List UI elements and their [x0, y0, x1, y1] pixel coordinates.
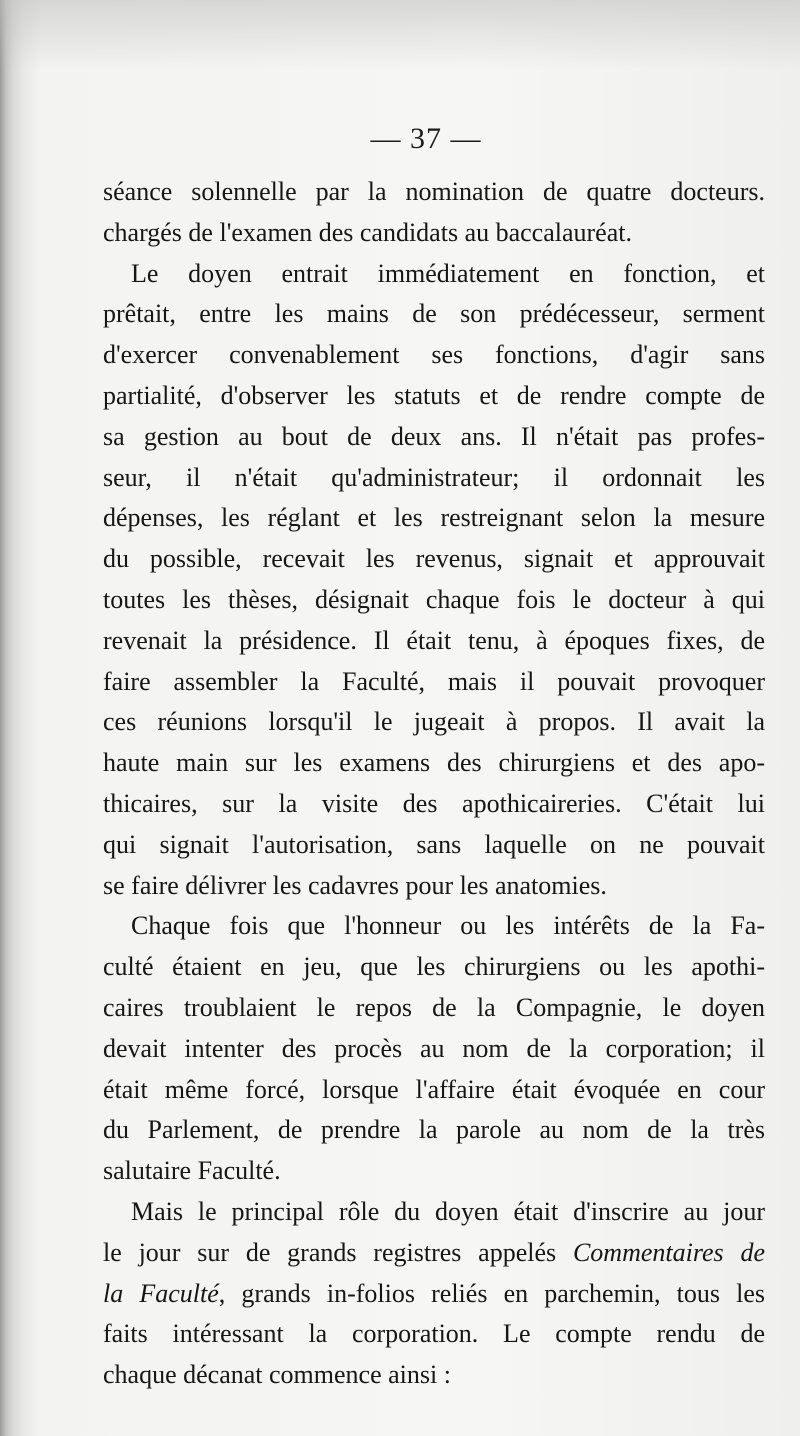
line-text: , grands in-folios reliés en parchemin, tous les: [218, 1278, 765, 1308]
text-line: [103, 784, 765, 825]
text-line: [103, 1314, 765, 1355]
text-line: [103, 458, 765, 499]
text-line: [103, 417, 765, 458]
line-text: se faire délivrer les cadavres pour les anatomies.: [103, 870, 607, 900]
line-text: partialité, d'observer les statuts et de rendre compte de: [103, 380, 765, 410]
line-text: thicaires, sur la visite des apothicaireries. C'était lui: [103, 788, 765, 818]
page-number: — 37 —: [370, 122, 482, 155]
line-text: culté étaient en jeu, que les chirurgiens ou les apothi-: [103, 952, 765, 982]
binding-edge: [0, 0, 22, 1436]
line-text: du possible, recevait les revenus, signait et approuvait: [103, 544, 765, 574]
line-text: seur, il n'était qu'administrateur; il ordonnait les: [103, 462, 765, 492]
text-line: [103, 376, 765, 417]
text-line: [103, 1274, 765, 1315]
text-line: [103, 294, 765, 335]
line-text: devait intenter des procès au nom de la corporation; il: [103, 1033, 765, 1063]
line-text: était même forcé, lorsque l'affaire était évoquée en cour: [103, 1074, 765, 1104]
line-text: du Parlement, de prendre la parole au nom de la très: [103, 1115, 765, 1145]
text-line: [103, 580, 765, 621]
body-text: [103, 172, 765, 1396]
text-line: [103, 662, 765, 703]
line-text: le jour sur de grands registres appelés: [103, 1237, 573, 1267]
text-line: [103, 743, 765, 784]
line-text: faire assembler la Faculté, mais il pouvait provoquer: [103, 666, 765, 696]
line-text: Le doyen entrait immédiatement en fonction, et: [131, 258, 765, 288]
text-line: [103, 172, 765, 213]
line-text: caires troublaient le repos de la Compagnie, le doyen: [103, 992, 765, 1022]
line-text: salutaire Faculté.: [103, 1156, 281, 1186]
text-line: [103, 254, 765, 295]
text-line: [103, 1029, 765, 1070]
text-line: [103, 213, 765, 254]
line-text: faits intéressant la corporation. Le compte rendu de: [103, 1319, 765, 1349]
line-text: chargés de l'examen des candidats au baccalauréat.: [103, 217, 632, 247]
text-line: [103, 621, 765, 662]
scan-shadow: [0, 0, 800, 70]
line-text: dépenses, les réglant et les restreignant selon la mesure: [103, 503, 765, 533]
line-text: séance solennelle par la nomination de quatre docteurs.: [103, 177, 765, 206]
italic-title: Commentaires de: [572, 1237, 765, 1267]
text-line: [103, 1233, 765, 1274]
line-text: d'exercer convenablement ses fonctions, d'agir sans: [103, 340, 765, 370]
text-line: [103, 947, 765, 988]
text-line: [103, 1110, 765, 1151]
line-text: Chaque fois que l'honneur ou les intérêts de la Fa-: [131, 911, 765, 941]
line-text: haute main sur les examens des chirurgiens et des apo-: [103, 748, 765, 778]
italic-title: la Faculté: [103, 1278, 219, 1308]
line-text: toutes les thèses, désignait chaque fois le docteur à qui: [103, 584, 765, 614]
line-text: revenait la présidence. Il était tenu, à époques fixes, de: [103, 625, 765, 655]
text-line: [103, 335, 765, 376]
text-line: [103, 906, 765, 947]
line-text: prêtait, entre les mains de son prédécesseur, serment: [103, 299, 765, 329]
text-line: [103, 498, 765, 539]
line-text: Mais le principal rôle du doyen était d'inscrire au jour: [131, 1196, 765, 1226]
text-line: [103, 1192, 765, 1233]
line-text: chaque décanat commence ainsi :: [103, 1360, 451, 1390]
text-line: [103, 825, 765, 866]
line-text: sa gestion au bout de deux ans. Il n'était pas profes-: [103, 421, 765, 451]
line-text: ces réunions lorsqu'il le jugeait à propos. Il avait la: [103, 707, 765, 737]
text-line: [103, 988, 765, 1029]
line-text: qui signait l'autorisation, sans laquelle on ne pouvait: [103, 829, 765, 859]
text-line: [103, 1070, 765, 1111]
text-line: [103, 1151, 765, 1192]
text-line: [103, 539, 765, 580]
text-line: [103, 866, 765, 907]
text-line: [103, 702, 765, 743]
text-line: [103, 1355, 765, 1396]
